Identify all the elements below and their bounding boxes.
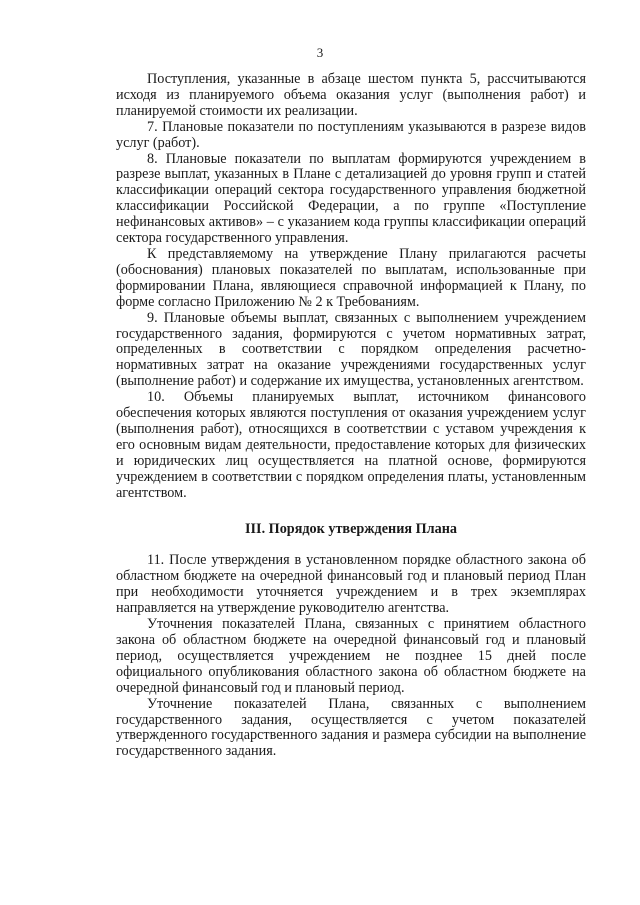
paragraph-calculations-attachment: К представляемому на утверждение Плану прилагаются расчеты (обоснования) плановых показателей по выплатам, использованные при формировании Плана, являющиеся справочной информацией к Плану, по форме согласно Приложению № 2 к Требованиям. <box>116 245 586 310</box>
paragraph-plan-refinement: Уточнения показателей Плана, связанных с принятием областного закона об областном бюджете на очередной финансовый год и плановый период, осуществляется учреждением не позднее 15 дней после официального опубликования областного закона об областном бюджете на очередной финансовый год и плановый период. <box>116 616 586 696</box>
section-heading: III. Порядок утверждения Плана <box>245 521 457 538</box>
paragraph-state-task-refinement: Уточнение показателей Плана, связанных с выполнением государственного задания, осуществляется с учетом показателей утвержденного государственного задания и размера субсидии на выполнение государственного задания. <box>116 695 586 760</box>
page-number: 3 <box>316 45 324 60</box>
spacer <box>116 501 586 521</box>
paragraph-item-8: 8. Плановые показатели по выплатам формируются учреждением в разрезе выплат, указанных в Плане с детализацией до уровня групп и статей классификации операций сектора государственного управления бюджетной классификации Российской Федерации, а по группе «Поступление нефинансовых активов» – с указанием кода группы классификации операций сектора государственного управления. <box>116 150 586 247</box>
paragraph-item-10: 10. Объемы планируемых выплат, источником финансового обеспечения которых являются поступления от оказания учреждением услуг (выполнения работ), относящихся в соответствии с уставом учреждения к его основным видам деятельности, предоставление которых для физических и юридических лиц осуществляется на платной основе, формируются учреждением в соответствии с порядком определения платы, установленным агентством. <box>116 389 586 501</box>
paragraph-item-11: 11. После утверждения в установленном порядке областного закона об областном бюджете на очередной финансовый год и плановый период План при необходимости уточняется учреждением и в трех экземплярах направляется на утверждение руководителю агентства. <box>116 552 586 617</box>
paragraph-item-7: 7. Плановые показатели по поступлениям указываются в разрезе видов услуг (работ). <box>116 118 586 151</box>
paragraph-income-calculation: Поступления, указанные в абзаце шестом пункта 5, рассчитываются исходя из планируемого объема оказания услуг (выполнения работ) и планируемой стоимости их реализации. <box>116 71 586 119</box>
spacer <box>116 537 586 553</box>
paragraph-item-9: 9. Плановые объемы выплат, связанных с выполнением учреждением государственного задания, формируются с учетом нормативных затрат, определенных в соответствии с порядком определения расчетно-нормативных затрат на оказание учреждениями государственных услуг (выполнение работ) и содержание их имущества, установленных агентством. <box>116 309 586 390</box>
document-body <box>116 72 586 760</box>
